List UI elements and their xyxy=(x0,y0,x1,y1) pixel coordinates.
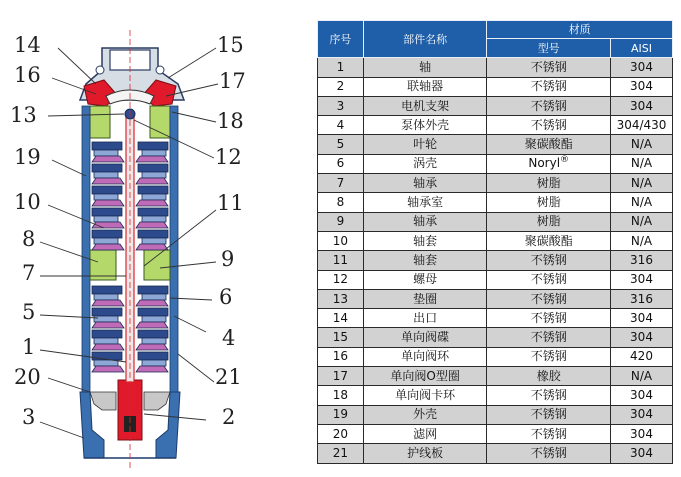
callout-20: 20 xyxy=(14,365,41,389)
callout-21: 21 xyxy=(215,365,242,389)
cell-part-name-text: 螺母 xyxy=(413,272,438,287)
cell-material-text: 聚碳酸酯 xyxy=(524,137,573,152)
cell-material xyxy=(487,154,611,173)
cell-material-text: 不锈钢 xyxy=(530,407,567,422)
cell-no-text: 13 xyxy=(332,291,349,306)
cell-aisi xyxy=(611,116,673,135)
cell-no xyxy=(318,289,364,308)
cell-part-name-text: 轴套 xyxy=(413,252,438,267)
cell-aisi xyxy=(611,154,673,173)
cell-part-name-text: 涡壳 xyxy=(413,156,438,171)
cell-no xyxy=(318,77,364,96)
cell-part-name xyxy=(363,405,487,424)
callout-17: 17 xyxy=(219,69,246,93)
cell-material-text: 不锈钢 xyxy=(530,349,567,364)
table-row xyxy=(318,289,673,308)
cell-part-name-text: 滤网 xyxy=(413,426,438,441)
cell-material-text: 不锈钢 xyxy=(530,272,567,287)
parts-material-table xyxy=(317,20,673,464)
cell-material xyxy=(487,405,611,424)
table-row xyxy=(318,309,673,328)
callout-5: 5 xyxy=(22,300,36,324)
cell-material xyxy=(487,386,611,405)
cell-material-text: 不锈钢 xyxy=(530,426,567,441)
cell-aisi-text: 304 xyxy=(630,79,653,94)
cell-no-text: 19 xyxy=(332,407,349,422)
cell-material xyxy=(487,424,611,443)
cell-material-text: 不锈钢 xyxy=(530,252,567,267)
cell-aisi xyxy=(611,193,673,212)
cell-material-text: 不锈钢 xyxy=(530,98,567,113)
header-aisi: AISI xyxy=(611,39,673,58)
cell-part-name xyxy=(363,270,487,289)
cell-aisi-text: 304 xyxy=(630,426,653,441)
cell-no-text: 2 xyxy=(336,79,345,94)
cell-no-text: 21 xyxy=(332,445,349,460)
cell-part-name xyxy=(363,289,487,308)
cell-material xyxy=(487,270,611,289)
cell-material xyxy=(487,367,611,386)
cell-no xyxy=(318,386,364,405)
cell-material xyxy=(487,309,611,328)
table-row xyxy=(318,386,673,405)
cell-aisi-text: N/A xyxy=(630,175,653,190)
cell-no xyxy=(318,193,364,212)
table-row xyxy=(318,424,673,443)
header-index: 序号 xyxy=(318,21,364,58)
cell-material xyxy=(487,193,611,212)
cell-material xyxy=(487,77,611,96)
cell-no xyxy=(318,328,364,347)
cell-no-text: 3 xyxy=(336,98,345,113)
cell-material-text: 不锈钢 xyxy=(530,59,567,74)
header-model: 型号 xyxy=(487,39,611,58)
cell-part-name-text: 联轴器 xyxy=(407,79,444,94)
cell-aisi-text: 304 xyxy=(630,272,653,287)
cell-aisi-text: N/A xyxy=(630,233,653,248)
cell-part-name xyxy=(363,231,487,250)
cell-part-name xyxy=(363,58,487,77)
table-row xyxy=(318,367,673,386)
cell-material xyxy=(487,96,611,115)
cell-aisi xyxy=(611,231,673,250)
cell-aisi-text: 304 xyxy=(630,98,653,113)
cell-part-name-text: 轴承室 xyxy=(407,195,444,210)
cell-aisi xyxy=(611,270,673,289)
cell-aisi-text: 316 xyxy=(630,252,653,267)
cell-part-name xyxy=(363,367,487,386)
cell-no-text: 15 xyxy=(332,330,349,345)
cell-no xyxy=(318,309,364,328)
table-row xyxy=(318,154,673,173)
cell-aisi xyxy=(611,405,673,424)
cell-no-text: 6 xyxy=(336,156,345,171)
cell-no-text: 16 xyxy=(332,349,349,364)
cell-material-text: 不锈钢 xyxy=(530,291,567,306)
cell-no xyxy=(318,154,364,173)
cell-part-name-text: 轴承 xyxy=(413,175,438,190)
callout-16: 16 xyxy=(14,63,41,87)
cell-no-text: 8 xyxy=(336,195,345,210)
cell-aisi xyxy=(611,58,673,77)
callout-13: 13 xyxy=(10,103,37,127)
cell-material-text: 不锈钢 xyxy=(530,79,567,94)
cell-part-name-text: 单向阀环 xyxy=(401,349,450,364)
cell-aisi-text: 304/430 xyxy=(616,117,667,132)
cell-aisi xyxy=(611,96,673,115)
table-row xyxy=(318,212,673,231)
pump-body-drawing xyxy=(80,30,184,470)
cell-part-name xyxy=(363,96,487,115)
cell-material-text: 树脂 xyxy=(536,175,561,190)
cell-part-name-text: 单向阀O型圈 xyxy=(390,368,460,383)
cell-part-name-text: 单向阀碟 xyxy=(401,330,450,345)
cell-no xyxy=(318,444,364,463)
cell-no-text: 5 xyxy=(336,137,345,152)
cell-aisi xyxy=(611,77,673,96)
table-row xyxy=(318,231,673,250)
cell-part-name-text: 护线板 xyxy=(407,445,444,460)
cell-part-name xyxy=(363,116,487,135)
cell-material xyxy=(487,231,611,250)
cell-aisi xyxy=(611,212,673,231)
cell-no-text: 4 xyxy=(336,117,345,132)
callout-9: 9 xyxy=(221,247,235,271)
cell-no xyxy=(318,212,364,231)
cell-material-text: 聚碳酸酯 xyxy=(524,233,573,248)
cell-aisi xyxy=(611,424,673,443)
cell-part-name-text: 单向阀卡环 xyxy=(395,387,456,402)
cell-no xyxy=(318,367,364,386)
cell-aisi-text: 316 xyxy=(630,291,653,306)
cell-no-text: 17 xyxy=(332,368,349,383)
callout-11: 11 xyxy=(217,191,244,215)
cell-no xyxy=(318,58,364,77)
callout-1: 1 xyxy=(22,335,36,359)
cell-no xyxy=(318,116,364,135)
cell-part-name-text: 叶轮 xyxy=(413,137,438,152)
callout-6: 6 xyxy=(219,285,233,309)
callout-4: 4 xyxy=(222,326,236,350)
table-row xyxy=(318,270,673,289)
callout-8: 8 xyxy=(22,227,36,251)
cell-aisi xyxy=(611,251,673,270)
cell-material xyxy=(487,444,611,463)
cell-part-name xyxy=(363,328,487,347)
cell-no xyxy=(318,174,364,193)
cell-aisi xyxy=(611,309,673,328)
table-row xyxy=(318,328,673,347)
callout-18: 18 xyxy=(217,109,244,133)
cell-material xyxy=(487,58,611,77)
cell-no-text: 7 xyxy=(336,175,345,190)
header-part-name: 部件名称 xyxy=(363,21,487,58)
cell-part-name xyxy=(363,174,487,193)
table-row xyxy=(318,251,673,270)
cell-no-text: 14 xyxy=(332,310,349,325)
cell-no-text: 1 xyxy=(336,59,345,74)
cell-aisi-text: N/A xyxy=(630,214,653,229)
cell-no xyxy=(318,251,364,270)
cell-material-text: 不锈钢 xyxy=(530,387,567,402)
cell-aisi xyxy=(611,347,673,366)
cell-part-name xyxy=(363,424,487,443)
cell-material-text: 不锈钢 xyxy=(530,445,567,460)
cell-part-name-text: 轴承 xyxy=(413,214,438,229)
cell-material xyxy=(487,174,611,193)
cell-part-name xyxy=(363,386,487,405)
cell-material-text: 树脂 xyxy=(536,195,561,210)
cell-part-name-text: 轴套 xyxy=(413,233,438,248)
cell-aisi xyxy=(611,174,673,193)
cell-aisi xyxy=(611,444,673,463)
callout-2: 2 xyxy=(222,405,236,429)
cell-part-name-text: 轴 xyxy=(419,59,432,74)
cell-aisi-text: 420 xyxy=(630,349,653,364)
cell-aisi xyxy=(611,289,673,308)
cell-aisi xyxy=(611,328,673,347)
cell-material-text: Noryl xyxy=(528,156,561,171)
cell-no xyxy=(318,135,364,154)
registered-mark: ® xyxy=(560,155,570,166)
cell-part-name-text: 外壳 xyxy=(413,407,438,422)
cell-material xyxy=(487,116,611,135)
cell-no xyxy=(318,347,364,366)
cell-part-name-text: 泵体外壳 xyxy=(401,117,450,132)
cell-material-text: 不锈钢 xyxy=(530,310,567,325)
cell-aisi-text: 304 xyxy=(630,310,653,325)
table-row xyxy=(318,116,673,135)
cell-no-text: 10 xyxy=(332,233,349,248)
cell-part-name xyxy=(363,212,487,231)
cell-material xyxy=(487,328,611,347)
cell-no-text: 20 xyxy=(332,426,349,441)
cell-material-text: 不锈钢 xyxy=(530,330,567,345)
cell-material xyxy=(487,347,611,366)
cell-no xyxy=(318,231,364,250)
cell-no xyxy=(318,96,364,115)
cell-aisi-text: N/A xyxy=(630,195,653,210)
table-row xyxy=(318,405,673,424)
cell-aisi-text: N/A xyxy=(630,368,653,383)
cell-aisi-text: N/A xyxy=(630,156,653,171)
cell-part-name xyxy=(363,154,487,173)
table-row xyxy=(318,444,673,463)
cell-part-name-text: 垫圈 xyxy=(413,291,438,306)
callout-19: 19 xyxy=(14,145,41,169)
callout-3: 3 xyxy=(22,405,36,429)
cell-material xyxy=(487,251,611,270)
cell-no-text: 12 xyxy=(332,272,349,287)
cell-part-name xyxy=(363,193,487,212)
cell-aisi-text: 304 xyxy=(630,330,653,345)
cell-aisi xyxy=(611,386,673,405)
cell-no-text: 18 xyxy=(332,387,349,402)
cell-aisi-text: 304 xyxy=(630,445,653,460)
callout-12: 12 xyxy=(215,145,242,169)
cell-part-name xyxy=(363,135,487,154)
table-row xyxy=(318,174,673,193)
cell-aisi-text: N/A xyxy=(630,137,653,152)
cell-part-name-text: 电机支架 xyxy=(401,98,450,113)
table-row xyxy=(318,193,673,212)
cell-material xyxy=(487,135,611,154)
pump-cross-section-diagram xyxy=(0,0,300,477)
callout-15: 15 xyxy=(217,33,244,57)
cell-no xyxy=(318,270,364,289)
cell-no-text: 11 xyxy=(332,252,349,267)
cell-material-text: 不锈钢 xyxy=(530,117,567,132)
cell-aisi-text: 304 xyxy=(630,407,653,422)
header-material: 材质 xyxy=(487,21,673,39)
cell-aisi-text: 304 xyxy=(630,387,653,402)
cell-no xyxy=(318,424,364,443)
cell-aisi xyxy=(611,367,673,386)
table-row xyxy=(318,135,673,154)
cell-aisi-text: 304 xyxy=(630,59,653,74)
cell-material-text: 树脂 xyxy=(536,214,561,229)
cell-material xyxy=(487,212,611,231)
cell-no-text: 9 xyxy=(336,214,345,229)
table-row xyxy=(318,347,673,366)
cell-part-name xyxy=(363,77,487,96)
table-row xyxy=(318,96,673,115)
callout-14: 14 xyxy=(14,33,41,57)
table-row xyxy=(318,77,673,96)
cell-part-name-text: 出口 xyxy=(413,310,438,325)
cell-material xyxy=(487,289,611,308)
cell-part-name xyxy=(363,347,487,366)
parts-table-body xyxy=(318,58,673,463)
cell-part-name xyxy=(363,309,487,328)
cell-part-name xyxy=(363,251,487,270)
table-row xyxy=(318,58,673,77)
cell-material-text: 橡胶 xyxy=(536,368,561,383)
cell-no xyxy=(318,405,364,424)
cell-aisi xyxy=(611,135,673,154)
callout-7: 7 xyxy=(22,261,36,285)
cell-part-name xyxy=(363,444,487,463)
callout-10: 10 xyxy=(14,190,41,214)
